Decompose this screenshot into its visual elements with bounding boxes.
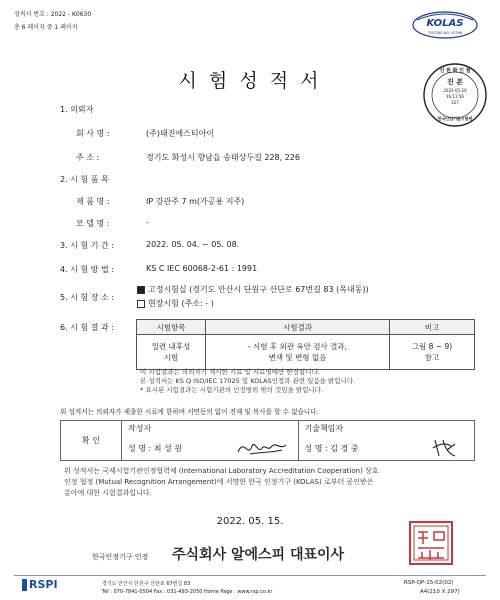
result-label: 6. 시 험 결 과 : <box>60 323 114 332</box>
note-line: 본 성적서는 KS Q ISO/IEC 17025 및 KOLAS인정과 관련 있음을 밝힙니다. <box>140 377 356 385</box>
form-code: RSP-QP-15-02(02) <box>404 580 454 586</box>
results-table <box>136 319 475 370</box>
accreditation-statement: 위 성적서는 국제시험기관인정협력체 (International Laboratory Accreditation Cooperation) 상호 인정 협정 (Mutual Recognition Arrangement)에 서명한 한국 인정기구 (KOLAS) 로부터 공인받은 분야에 대한 시험결과입니다. <box>64 467 379 497</box>
header-item: 시험항목 <box>137 320 206 335</box>
kolas-logo: KOLAS TESTING NO. KT396 <box>411 10 479 40</box>
place-fixed: 고정시험실 (경기도 안산시 단원구 산단로 67번길 83 (목내동)) <box>137 284 369 295</box>
checked-box-icon <box>137 286 145 294</box>
writer-cell <box>122 436 299 461</box>
product-label: 제 품 명 : <box>76 197 110 206</box>
document-title: 시 험 성 적 서 <box>178 70 322 92</box>
client-label: 1. 의뢰자 <box>60 105 94 114</box>
issue-date: 2022. 05. 15. <box>216 516 284 527</box>
cell-result: - 시험 후 외관 육안 검사 결과, 변색 및 변형 없음 <box>206 335 390 370</box>
footer-contact: Tel : 070-7841-0504 Fax : 031-493-2050 Home Page : www.rsp.co.kr <box>102 589 273 595</box>
footer-address: 경기도 안산시 단원구 산단로 67번길 83 <box>102 581 191 587</box>
confirm-label: 확 인 <box>61 421 122 461</box>
sample-label: 2. 시 험 품 목 <box>60 175 109 184</box>
tech-name: 성 명 : 김 경 중 <box>304 443 359 453</box>
company-label: 회 사 명 : <box>76 129 110 138</box>
period-label: 3. 시 험 기 간 : <box>60 241 114 250</box>
company-seal <box>408 520 454 566</box>
period-value: 2022. 05. 04. ~ 05. 08. <box>146 240 240 249</box>
notes <box>140 368 355 395</box>
writer-title: 작성자 <box>122 421 299 437</box>
writer-name: 성 명 : 최 성 원 <box>128 443 183 453</box>
table-row <box>137 335 475 370</box>
purpose-line: 위 성적서는 의뢰자가 제출한 시료에 한하며 서면동의 없이 전재 및 복사를 할 수 없습니다. <box>60 408 319 416</box>
rspi-logo: RSPI <box>22 578 72 596</box>
header-result: 시험결과 <box>206 320 390 335</box>
paper-size: A4(210 X 297) <box>420 589 460 595</box>
cell-note: 그림 8 ~ 9) 참고 <box>390 335 475 370</box>
company-value: (주)태진에스티아이 <box>146 129 215 138</box>
model-value: - <box>146 218 149 227</box>
logo-bar-icon <box>22 579 27 591</box>
method-label: 4. 시 험 방 법 : <box>60 265 114 274</box>
issuer-name: 주식회사 알에스피 대표이사 <box>172 547 345 563</box>
cert-number: 성적서 번호 : 2022 - K0630 <box>14 11 92 18</box>
signature-table <box>60 420 475 461</box>
note-line: 이 시험결과는 의뢰자가 제시한 시료 및 시료명에만 한정됩니다. <box>140 368 320 376</box>
issuer-prefix: 한국인정기구 인정 <box>92 553 149 561</box>
footer-divider <box>14 575 486 576</box>
place-site: 현장시험 (주소: - ) <box>137 298 214 309</box>
page-info: 총 6 페이지 중 1 페이지 <box>14 24 78 31</box>
place-label: 5. 시 험 장 소 : <box>60 293 114 302</box>
verification-stamp: 신 원 확 인 필 진 본 2022-05-26 16:11:56 327 한국산업기술시험원 <box>422 62 488 128</box>
tech-title: 기술책임자 <box>298 421 475 437</box>
tech-cell <box>298 436 475 461</box>
address-value: 경기도 화성시 향남읍 송태상두길 228, 226 <box>146 153 300 162</box>
method-value: KS C IEC 60068-2-61 : 1991 <box>146 264 258 273</box>
cell-item: 밀련 내후성 시험 <box>137 335 206 370</box>
product-value: IP 강관주 7 m(가공용 지주) <box>146 197 245 206</box>
tech-signature <box>429 436 459 460</box>
note-line: * 표시된 시험결과는 시험기관의 인정범위 밖의 것임을 밝힙니다. <box>140 386 324 394</box>
model-label: 모 델 명 : <box>76 219 110 228</box>
address-label: 주 소 : <box>76 153 100 162</box>
writer-signature <box>234 436 294 460</box>
unchecked-box-icon <box>137 300 145 308</box>
header-note: 비고 <box>390 320 475 335</box>
